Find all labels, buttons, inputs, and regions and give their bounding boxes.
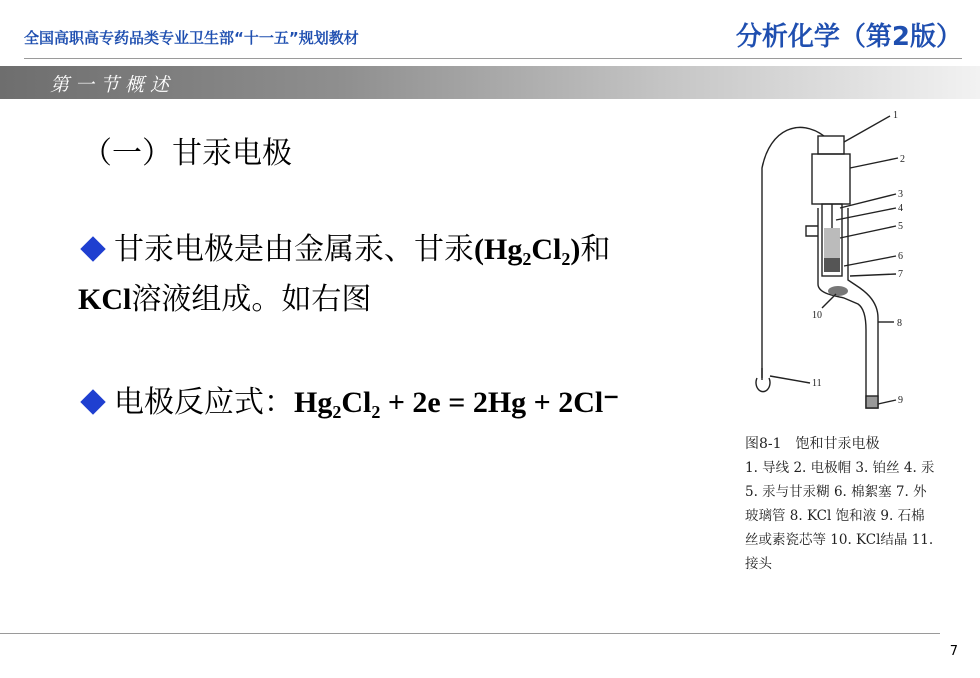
bullet1-formula: (Hg₂Cl₂) [474, 233, 581, 266]
callout-10: 10 [812, 310, 822, 321]
callout-7: 7 [898, 269, 903, 280]
callout-2: 2 [900, 154, 905, 165]
diamond-bullet-icon [80, 389, 105, 414]
callout-11: 11 [812, 378, 822, 389]
bullet1-text-before: 甘汞电极是由金属汞、甘汞 [114, 232, 474, 267]
callout-4: 4 [898, 203, 903, 214]
callout-5: 5 [898, 221, 903, 232]
caption-items: 1. 导线 2. 电极帽 3. 铂丝 4. 汞 5. 汞与甘汞糊 6. 棉絮塞 7. 外玻璃管 8. KCl 饱和液 9. 石棉丝或素瓷芯等 10. KCl结晶 11. 接头 [745, 460, 935, 572]
callout-9: 9 [898, 395, 903, 406]
diamond-bullet-icon [80, 236, 105, 261]
bullet-reaction [78, 378, 738, 428]
bullet2-equation: Hg₂Cl₂ + 2e = 2Hg + 2Cl⁻ [294, 386, 620, 419]
bullet1-kcl: KCl [78, 283, 132, 316]
footer-divider [0, 633, 940, 634]
bullet1-text-after: 和 [580, 232, 611, 267]
book-title: 分析化学（第2版） [735, 22, 962, 52]
bullet1-line2-text: 溶液组成。如右图 [131, 282, 372, 317]
section-title: 第一节概述 [50, 74, 176, 96]
subheading: （一）甘汞电极 [82, 136, 292, 171]
page-number: 7 [949, 644, 958, 659]
header-divider [24, 58, 962, 59]
section-bar [0, 66, 980, 99]
bullet2-label: 电极反应式： [114, 385, 294, 420]
callout-6: 6 [898, 251, 903, 262]
bullet-composition [78, 225, 738, 325]
series-title: 全国高职高专药品类专业卫生部“十一五”规划教材 [24, 29, 359, 47]
calomel-electrode-diagram [740, 108, 972, 438]
caption-title: 图8-1 饱和甘汞电极 [745, 436, 880, 452]
callout-1: 1 [893, 110, 898, 121]
bullet1-line2 [78, 275, 738, 325]
callout-8: 8 [897, 318, 902, 329]
figure-caption [745, 432, 935, 576]
callout-3: 3 [898, 189, 903, 200]
